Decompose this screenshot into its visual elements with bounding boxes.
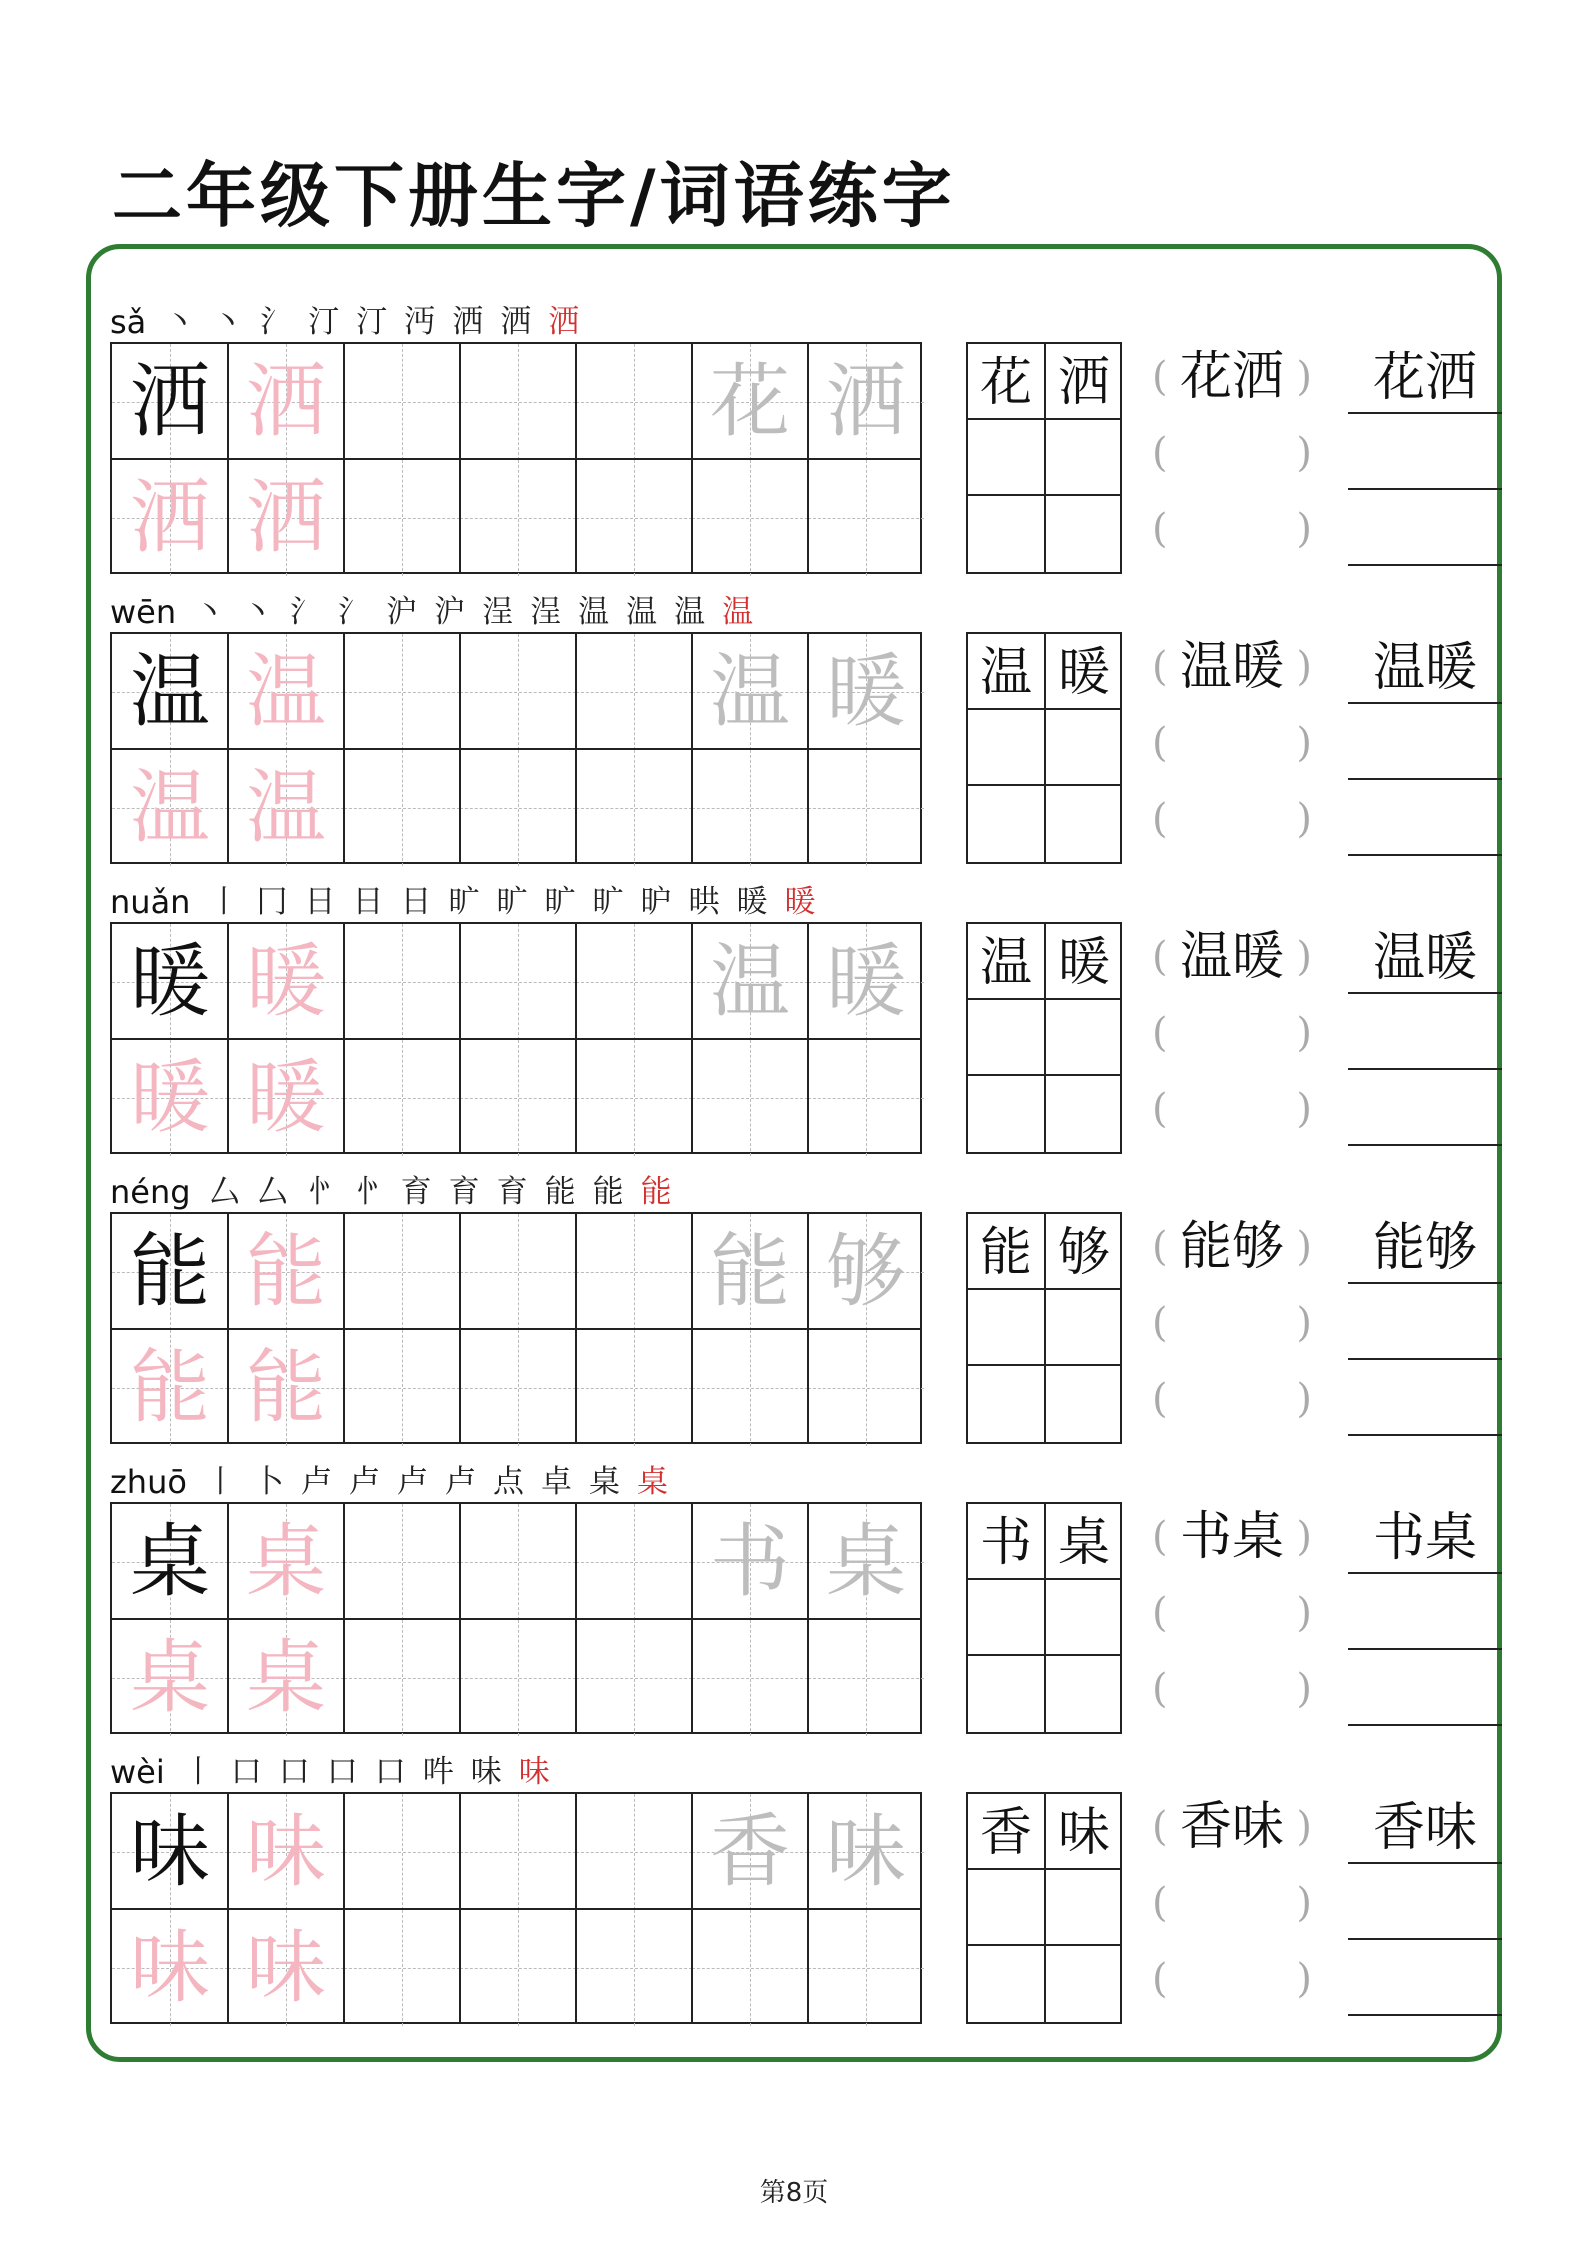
left-paren: (	[1152, 1376, 1168, 1422]
word-trace-character: 花	[710, 355, 790, 448]
stroke-step: 卢	[444, 1464, 476, 1500]
stroke-step: 温	[578, 594, 610, 630]
right-paren: )	[1296, 1956, 1312, 2002]
word-grid-character: 温	[979, 933, 1032, 993]
stroke-step: 丶	[164, 304, 196, 340]
trace-character: 暖	[130, 1051, 210, 1144]
left-paren: (	[1152, 1010, 1168, 1056]
stroke-step: 口	[230, 1754, 262, 1790]
word-trace-character: 暖	[826, 935, 906, 1028]
grid-divider	[968, 1288, 1120, 1290]
stroke-step: 旷	[448, 884, 480, 920]
page-title: 二年级下册生字/词语练字	[112, 155, 956, 237]
word-grid	[966, 1792, 1122, 2024]
grid-divider	[968, 708, 1120, 710]
parenthesis-slot[interactable]	[1152, 998, 1312, 1068]
trace-character: 洒	[130, 471, 210, 564]
stroke-step: 㣺	[304, 1174, 336, 1210]
left-paren: (	[1152, 934, 1168, 980]
stroke-step: 育	[496, 1174, 528, 1210]
word-grid	[966, 1212, 1122, 1444]
grid-cell[interactable]	[460, 344, 576, 460]
parenthesis-word: 花洒	[1179, 347, 1284, 407]
word-trace-character: 暖	[826, 645, 906, 738]
right-paren: )	[1296, 1590, 1312, 1636]
stroke-step: 沪	[386, 594, 418, 630]
right-paren: )	[1296, 644, 1312, 690]
stroke-step: 沔	[404, 304, 436, 340]
model-character: 桌	[130, 1515, 210, 1608]
stroke-step: 能	[544, 1174, 576, 1210]
parenthesis-slot[interactable]	[1152, 1578, 1312, 1648]
grid-divider	[968, 784, 1120, 786]
stroke-step: 丨	[204, 1464, 236, 1500]
word-grid-character: 桌	[1057, 1513, 1110, 1573]
trace-character: 温	[130, 761, 210, 854]
right-paren: )	[1296, 1086, 1312, 1132]
stroke-step: 浧	[482, 594, 514, 630]
word-grid	[966, 1502, 1122, 1734]
tianzige-grid	[110, 1212, 922, 1444]
word-grid-character: 能	[979, 1223, 1032, 1283]
word-trace-character: 书	[710, 1515, 790, 1608]
grid-divider	[968, 418, 1120, 420]
word-trace-character: 能	[710, 1225, 790, 1318]
stroke-step: 味	[518, 1754, 550, 1790]
model-character: 暖	[130, 935, 210, 1028]
tianzige-grid	[110, 1792, 922, 2024]
practice-block	[0, 1132, 1588, 1434]
stroke-step: 能	[640, 1174, 672, 1210]
stroke-step: 丶	[194, 594, 226, 630]
left-paren: (	[1152, 1880, 1168, 1926]
practice-block	[0, 262, 1588, 564]
stroke-step: 口	[278, 1754, 310, 1790]
stroke-order-row	[110, 876, 832, 921]
stroke-step: 洒	[452, 304, 484, 340]
model-character: 味	[130, 1805, 210, 1898]
stroke-step: 吽	[422, 1754, 454, 1790]
pinyin-label: zhuō	[110, 1463, 187, 1501]
word-grid-character: 书	[979, 1513, 1032, 1573]
underline-word: 能够	[1372, 1218, 1477, 1278]
parenthesis-word: 香味	[1179, 1797, 1284, 1857]
word-grid-character: 暖	[1057, 643, 1110, 703]
parenthesis-slot[interactable]	[1152, 1288, 1312, 1358]
stroke-step: 晎	[688, 884, 720, 920]
grid-cell[interactable]	[576, 344, 692, 460]
grid-cell[interactable]	[344, 1504, 460, 1620]
word-grid-character: 味	[1057, 1803, 1110, 1863]
stroke-order-row	[110, 296, 596, 341]
parenthesis-slot[interactable]	[1152, 1868, 1312, 1938]
left-paren: (	[1152, 1300, 1168, 1346]
stroke-step: 温	[626, 594, 658, 630]
trace-character: 桌	[246, 1631, 326, 1724]
trace-character: 洒	[246, 355, 326, 448]
practice-block	[0, 1712, 1588, 2014]
stroke-step: 日	[304, 884, 336, 920]
trace-character: 洒	[246, 471, 326, 564]
left-paren: (	[1152, 1804, 1168, 1850]
stroke-step: 日	[352, 884, 384, 920]
right-paren: )	[1296, 1300, 1312, 1346]
stroke-step: 桌	[588, 1464, 620, 1500]
stroke-step: 温	[674, 594, 706, 630]
page-number: 第8页	[759, 2178, 829, 2208]
trace-character: 暖	[246, 935, 326, 1028]
grid-cell[interactable]	[344, 634, 460, 750]
parenthesis-slot	[1152, 922, 1312, 992]
grid-divider	[968, 1868, 1120, 1870]
stroke-step: 氵	[290, 594, 322, 630]
model-character: 洒	[130, 355, 210, 448]
stroke-step: 卢	[348, 1464, 380, 1500]
stroke-step: 厶	[208, 1174, 240, 1210]
stroke-step: 育	[448, 1174, 480, 1210]
grid-cell[interactable]	[460, 634, 576, 750]
parenthesis-word: 温暖	[1179, 637, 1284, 697]
word-trace-character: 桌	[826, 1515, 906, 1608]
underline-word: 香味	[1372, 1798, 1477, 1858]
stroke-step: 桌	[636, 1464, 668, 1500]
word-trace-character: 够	[826, 1225, 906, 1318]
stroke-step: 汀	[356, 304, 388, 340]
right-paren: )	[1296, 1666, 1312, 1712]
parenthesis-slot[interactable]	[1152, 708, 1312, 778]
word-grid-character: 暖	[1057, 933, 1110, 993]
underline-word: 花洒	[1372, 348, 1477, 408]
stroke-step: 日	[400, 884, 432, 920]
model-character: 温	[130, 645, 210, 738]
grid-cell[interactable]	[576, 1794, 692, 1910]
stroke-step: 氵	[338, 594, 370, 630]
left-paren: (	[1152, 796, 1168, 842]
right-paren: )	[1296, 354, 1312, 400]
stroke-step: 育	[400, 1174, 432, 1210]
grid-divider	[968, 1074, 1120, 1076]
stroke-step: 卢	[396, 1464, 428, 1500]
grid-cell[interactable]	[576, 1504, 692, 1620]
underline-slot[interactable]	[1348, 1288, 1502, 1360]
underline-slot	[1348, 1792, 1502, 1864]
left-paren: (	[1152, 354, 1168, 400]
pinyin-label: néng	[110, 1173, 191, 1211]
stroke-step: 冂	[256, 884, 288, 920]
stroke-step: 点	[492, 1464, 524, 1500]
stroke-step: 旷	[592, 884, 624, 920]
grid-divider	[968, 998, 1120, 1000]
right-paren: )	[1296, 796, 1312, 842]
stroke-step: 暖	[784, 884, 816, 920]
grid-divider	[968, 1364, 1120, 1366]
grid-cell[interactable]	[460, 1504, 576, 1620]
tianzige-grid	[110, 342, 922, 574]
stroke-step: 卢	[300, 1464, 332, 1500]
parenthesis-slot	[1152, 1212, 1312, 1282]
tianzige-grid	[110, 1502, 922, 1734]
grid-cell[interactable]	[460, 1214, 576, 1330]
right-paren: )	[1296, 1880, 1312, 1926]
stroke-step: 昈	[640, 884, 672, 920]
stroke-step: 口	[326, 1754, 358, 1790]
word-grid-character: 花	[979, 353, 1032, 413]
underline-word: 温暖	[1372, 928, 1477, 988]
stroke-step: 丨	[182, 1754, 214, 1790]
right-paren: )	[1296, 430, 1312, 476]
grid-divider	[968, 494, 1120, 496]
stroke-order-row	[110, 1456, 685, 1501]
left-paren: (	[1152, 1514, 1168, 1560]
stroke-step: 卓	[540, 1464, 572, 1500]
trace-character: 温	[246, 761, 326, 854]
parenthesis-slot	[1152, 1502, 1312, 1572]
stroke-step: 汀	[308, 304, 340, 340]
parenthesis-word: 书桌	[1179, 1507, 1284, 1567]
trace-character: 能	[246, 1341, 326, 1434]
stroke-step: 洒	[548, 304, 580, 340]
pinyin-label: nuǎn	[110, 883, 191, 921]
left-paren: (	[1152, 1224, 1168, 1270]
word-grid-character: 洒	[1057, 353, 1110, 413]
stroke-step: 沪	[434, 594, 466, 630]
underline-slot[interactable]	[1348, 418, 1502, 490]
grid-cell[interactable]	[344, 344, 460, 460]
grid-divider	[968, 1654, 1120, 1656]
underline-slot	[1348, 922, 1502, 994]
stroke-step: 能	[592, 1174, 624, 1210]
left-paren: (	[1152, 644, 1168, 690]
trace-character: 桌	[130, 1631, 210, 1724]
pinyin-label: wēn	[110, 593, 177, 631]
underline-slot	[1348, 1212, 1502, 1284]
trace-character: 桌	[246, 1515, 326, 1608]
practice-block	[0, 552, 1588, 854]
underline-slot[interactable]	[1348, 998, 1502, 1070]
stroke-step: 味	[470, 1754, 502, 1790]
word-grid	[966, 632, 1122, 864]
right-paren: )	[1296, 720, 1312, 766]
parenthesis-word: 能够	[1179, 1217, 1284, 1277]
grid-cell[interactable]	[344, 1214, 460, 1330]
underline-slot[interactable]	[1348, 1944, 1502, 2016]
underline-slot	[1348, 1502, 1502, 1574]
underline-slot[interactable]	[1348, 708, 1502, 780]
grid-cell[interactable]	[576, 634, 692, 750]
grid-divider	[968, 1578, 1120, 1580]
parenthesis-slot	[1152, 342, 1312, 412]
stroke-order-row	[110, 586, 770, 631]
stroke-step: 温	[722, 594, 754, 630]
right-paren: )	[1296, 934, 1312, 980]
grid-cell[interactable]	[344, 1794, 460, 1910]
grid-cell[interactable]	[692, 1910, 808, 2026]
underline-slot[interactable]	[1348, 1868, 1502, 1940]
word-trace-character: 味	[826, 1805, 906, 1898]
stroke-step: 暖	[736, 884, 768, 920]
word-grid-character: 香	[979, 1803, 1032, 1863]
stroke-step: 旷	[496, 884, 528, 920]
grid-cell[interactable]	[576, 1214, 692, 1330]
parenthesis-slot[interactable]	[1152, 418, 1312, 488]
stroke-step: 浧	[530, 594, 562, 630]
grid-cell[interactable]	[576, 1910, 692, 2026]
left-paren: (	[1152, 506, 1168, 552]
trace-character: 暖	[246, 1051, 326, 1144]
grid-cell[interactable]	[460, 1794, 576, 1910]
model-character: 能	[130, 1225, 210, 1318]
word-grid-character: 温	[979, 643, 1032, 703]
stroke-step: 氵	[260, 304, 292, 340]
stroke-step: 丶	[212, 304, 244, 340]
parenthesis-slot[interactable]	[1152, 1944, 1312, 2014]
left-paren: (	[1152, 1590, 1168, 1636]
trace-character: 温	[246, 645, 326, 738]
stroke-step: 口	[374, 1754, 406, 1790]
parenthesis-slot	[1152, 632, 1312, 702]
stroke-step: 丨	[208, 884, 240, 920]
grid-cell[interactable]	[808, 1910, 924, 2026]
left-paren: (	[1152, 720, 1168, 766]
word-trace-character: 温	[710, 935, 790, 1028]
practice-block	[0, 1422, 1588, 1724]
left-paren: (	[1152, 1956, 1168, 2002]
underline-slot[interactable]	[1348, 1578, 1502, 1650]
left-paren: (	[1152, 1086, 1168, 1132]
stroke-order-row	[110, 1166, 689, 1211]
underline-slot	[1348, 342, 1502, 414]
grid-cell[interactable]	[344, 1910, 460, 2026]
trace-character: 味	[246, 1805, 326, 1898]
right-paren: )	[1296, 1010, 1312, 1056]
right-paren: )	[1296, 1224, 1312, 1270]
word-grid	[966, 342, 1122, 574]
word-grid	[966, 922, 1122, 1154]
word-trace-character: 洒	[826, 355, 906, 448]
trace-character: 味	[246, 1921, 326, 2014]
stroke-order-row	[110, 1746, 567, 1791]
parenthesis-word: 温暖	[1179, 927, 1284, 987]
word-trace-character: 香	[710, 1805, 790, 1898]
grid-divider	[968, 1944, 1120, 1946]
stroke-step: 丶	[242, 594, 274, 630]
stroke-step: 洒	[500, 304, 532, 340]
grid-cell[interactable]	[460, 924, 576, 1040]
stroke-step: 厶	[256, 1174, 288, 1210]
parenthesis-slot	[1152, 1792, 1312, 1862]
trace-character: 能	[246, 1225, 326, 1318]
stroke-step: 旷	[544, 884, 576, 920]
underline-slot	[1348, 632, 1502, 704]
grid-cell[interactable]	[460, 1910, 576, 2026]
pinyin-label: wèi	[110, 1753, 165, 1791]
grid-cell[interactable]	[576, 924, 692, 1040]
tianzige-grid	[110, 632, 922, 864]
left-paren: (	[1152, 1666, 1168, 1712]
right-paren: )	[1296, 1376, 1312, 1422]
stroke-step: 㣺	[352, 1174, 384, 1210]
right-paren: )	[1296, 1804, 1312, 1850]
right-paren: )	[1296, 506, 1312, 552]
underline-word: 书桌	[1372, 1508, 1477, 1568]
right-paren: )	[1296, 1514, 1312, 1560]
tianzige-grid	[110, 922, 922, 1154]
grid-cell[interactable]	[344, 924, 460, 1040]
pinyin-label: sǎ	[110, 303, 147, 341]
practice-block	[0, 842, 1588, 1144]
left-paren: (	[1152, 430, 1168, 476]
trace-character: 能	[130, 1341, 210, 1434]
word-trace-character: 温	[710, 645, 790, 738]
word-grid-character: 够	[1057, 1223, 1110, 1283]
underline-word: 温暖	[1372, 638, 1477, 698]
trace-character: 味	[130, 1921, 210, 2014]
stroke-step: 卜	[252, 1464, 284, 1500]
